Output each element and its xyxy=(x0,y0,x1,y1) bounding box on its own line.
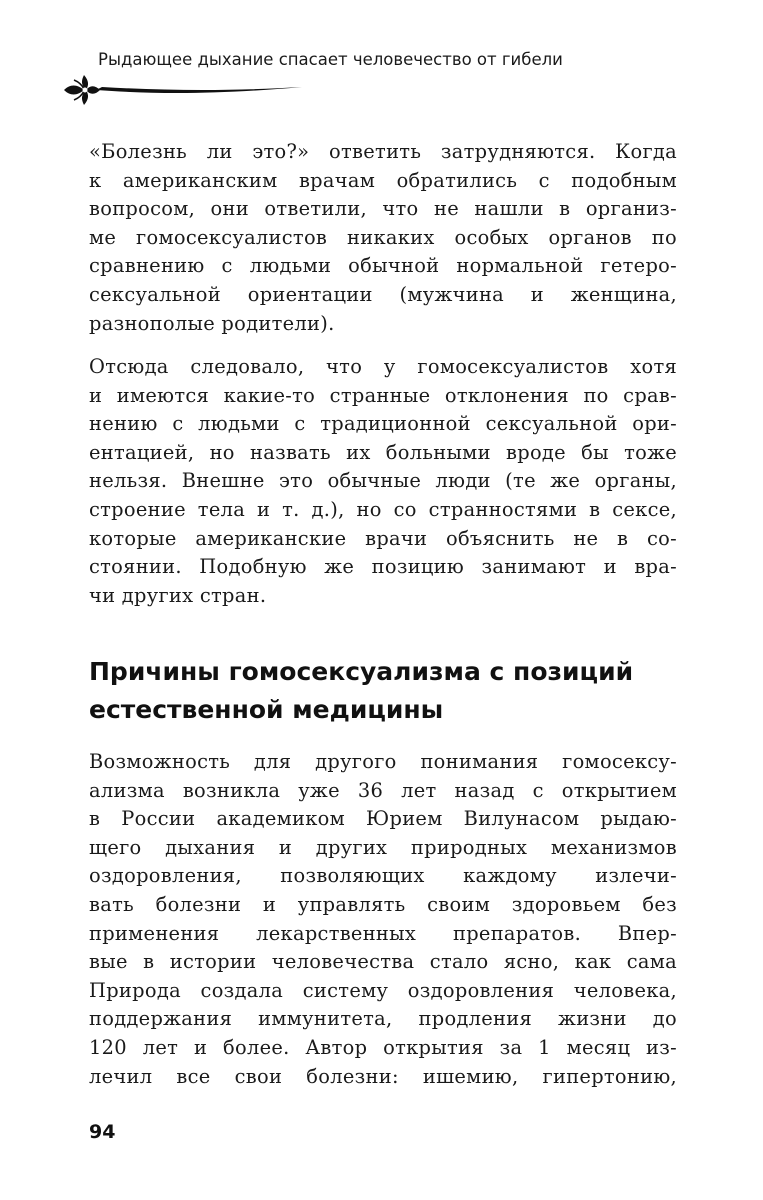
text-line: щего дыхания и других природных механизмов xyxy=(89,835,677,859)
text-line: которые американские врачи объяснить не в со- xyxy=(89,526,677,550)
text-line: применения лекарственных препаратов. Впер- xyxy=(89,921,677,945)
running-head: Рыдающее дыхание спасает человечество от гибели xyxy=(98,50,563,69)
paragraph-1 xyxy=(89,138,677,338)
text-line: нельзя. Внешне это обычные люди (те же органы, xyxy=(89,469,677,493)
section-heading xyxy=(89,653,689,729)
ornament-divider-icon xyxy=(62,70,307,110)
text-line: строение тела и т. д.), но со странностями в сексе, xyxy=(89,497,677,521)
text-line: сексуальной ориентации (мужчина и женщина, xyxy=(89,282,677,306)
text-line: вать болезни и управлять своим здоровьем без xyxy=(89,892,677,916)
text-line: оздоровления, позволяющих каждому излечи- xyxy=(89,864,677,888)
text-line: 120 лет и более. Автор открытия за 1 месяц из- xyxy=(89,1035,677,1059)
text-line: Возможность для другого понимания гомосексу- xyxy=(89,750,677,773)
text-line: чи других стран. xyxy=(89,583,267,607)
heading-line: естественной медицины xyxy=(89,695,444,724)
text-line: поддержания иммунитета, продления жизни до xyxy=(89,1007,677,1031)
text-line: в России академиком Юрием Вилунасом рыдаю- xyxy=(89,807,677,831)
text-line: стоянии. Подобную же позицию занимают и вра- xyxy=(89,555,677,579)
text-line: сравнению с людьми обычной нормальной гетеро- xyxy=(89,254,677,278)
text-line: нению с людьми с традиционной сексуальной ори- xyxy=(89,412,677,436)
text-line: «Болезнь ли это?» ответить затрудняются. Когда xyxy=(89,140,677,163)
text-line: ализма возникла уже 36 лет назад с открытием xyxy=(89,778,677,802)
text-line: ентацией, но назвать их больными вроде бы тоже xyxy=(89,440,677,464)
text-line: к американским врачам обратились с подобным xyxy=(89,168,677,192)
text-line: вопросом, они ответили, что не нашли в организ- xyxy=(89,197,677,221)
text-line: вые в истории человечества стало ясно, как сама xyxy=(89,950,677,974)
heading-line: Причины гомосексуализма с позиций xyxy=(89,657,634,686)
text-line: ме гомосексуалистов никаких особых органов по xyxy=(89,225,677,249)
text-line: Отсюда следовало, что у гомосексуалистов хотя xyxy=(89,355,677,378)
text-line: разнополые родители). xyxy=(89,311,335,335)
paragraph-2 xyxy=(89,353,677,610)
page-number: 94 xyxy=(89,1121,116,1143)
text-line: Природа создала систему оздоровления человека, xyxy=(89,978,677,1002)
text-line: и имеются какие-то странные отклонения по срав- xyxy=(89,383,677,407)
text-line: лечил все свои болезни: ишемию, гипертонию, xyxy=(89,1064,677,1088)
paragraph-3 xyxy=(89,748,677,1091)
